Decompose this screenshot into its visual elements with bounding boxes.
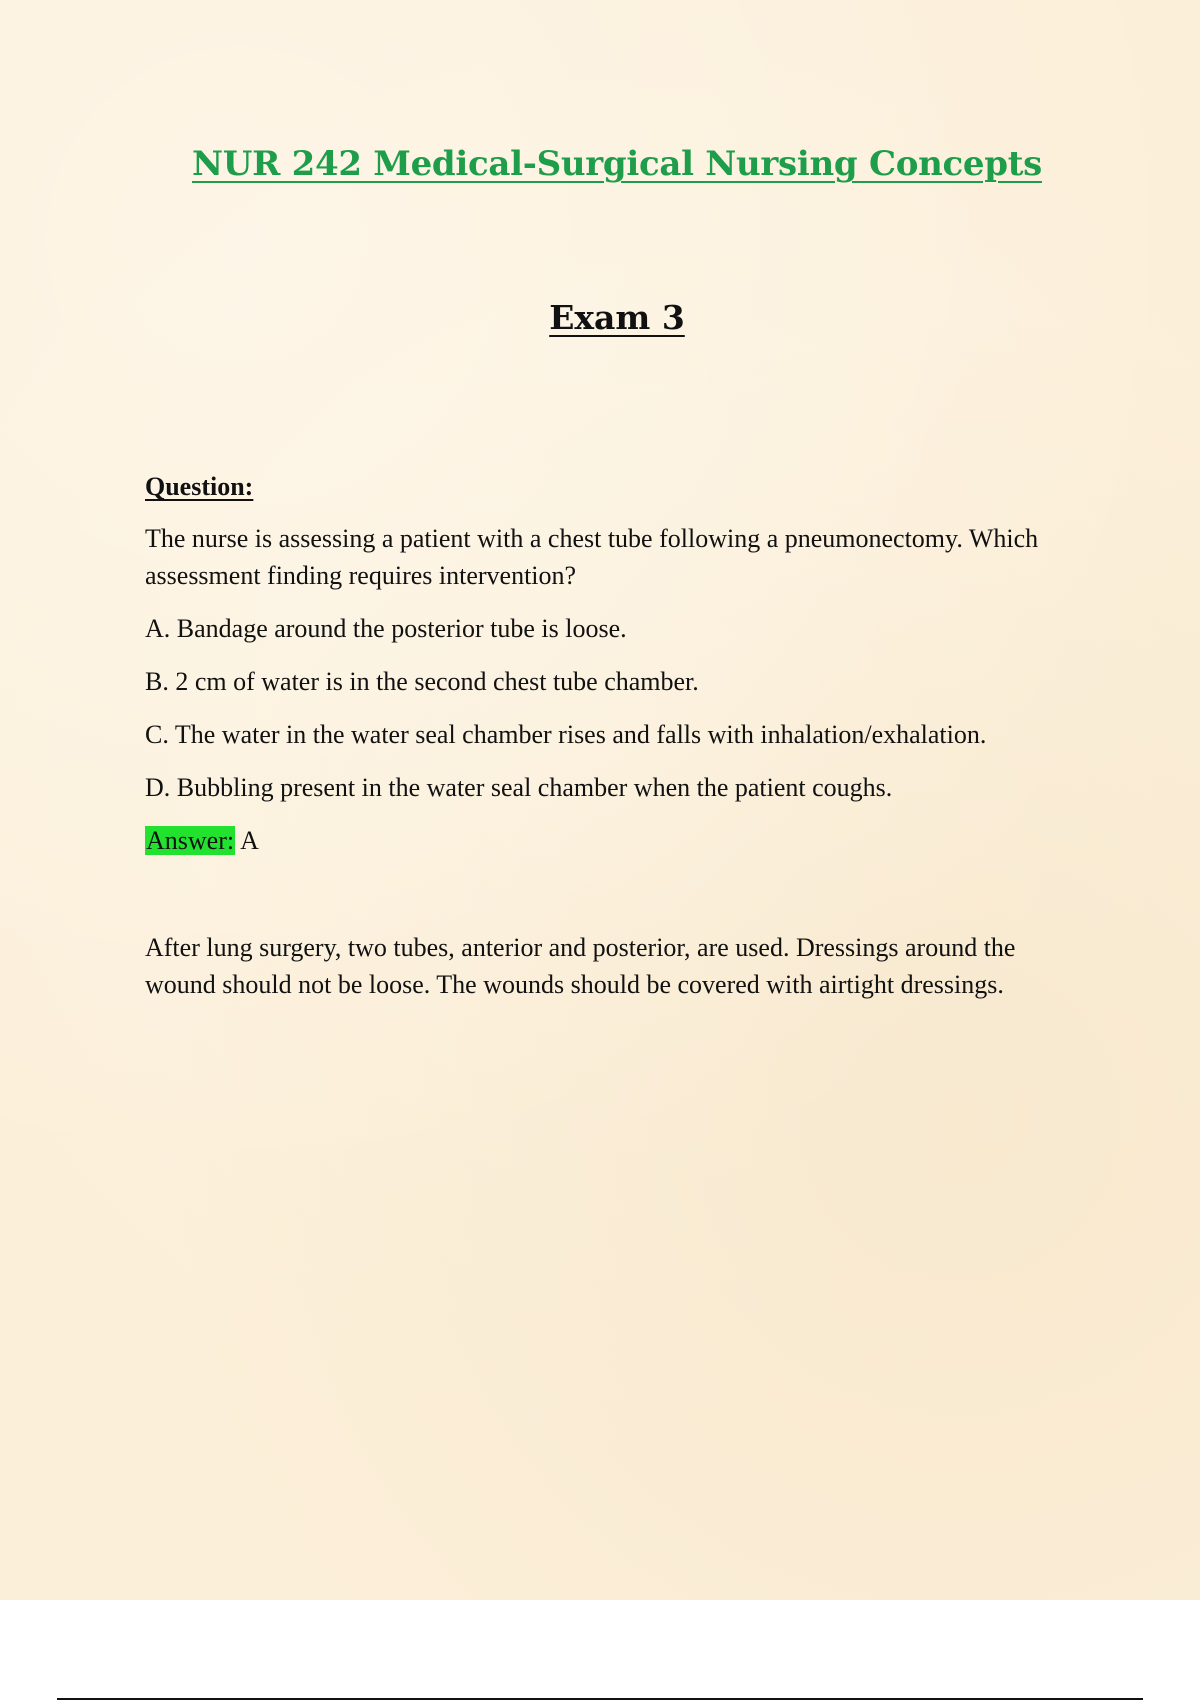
- option-c: C. The water in the water seal chamber rises and falls with inhalation/exhalation.: [145, 720, 987, 749]
- answer-row: [145, 822, 1085, 859]
- answer-value: A: [240, 826, 259, 855]
- option-b: B. 2 cm of water is in the second chest tube chamber.: [145, 667, 699, 696]
- exam-subtitle: Exam 3: [549, 298, 685, 337]
- question-stem: The nurse is assessing a patient with a chest tube following a pneumonectomy. Which assessment finding requires intervention?: [145, 524, 1039, 590]
- question-block: [145, 468, 1085, 1019]
- answer-label: Answer:: [146, 826, 235, 855]
- question-label: Question:: [145, 472, 254, 501]
- option-d: D. Bubbling present in the water seal chamber when the patient coughs.: [145, 773, 893, 802]
- answer-explanation: After lung surgery, two tubes, anterior and posterior, are used. Dressings around the wound should not be loose. The wounds should be covered with airtight dressings.: [145, 933, 1016, 999]
- option-a: A. Bandage around the posterior tube is loose.: [145, 614, 627, 643]
- document-title: NUR 242 Medical-Surgical Nursing Concepts: [192, 144, 1042, 184]
